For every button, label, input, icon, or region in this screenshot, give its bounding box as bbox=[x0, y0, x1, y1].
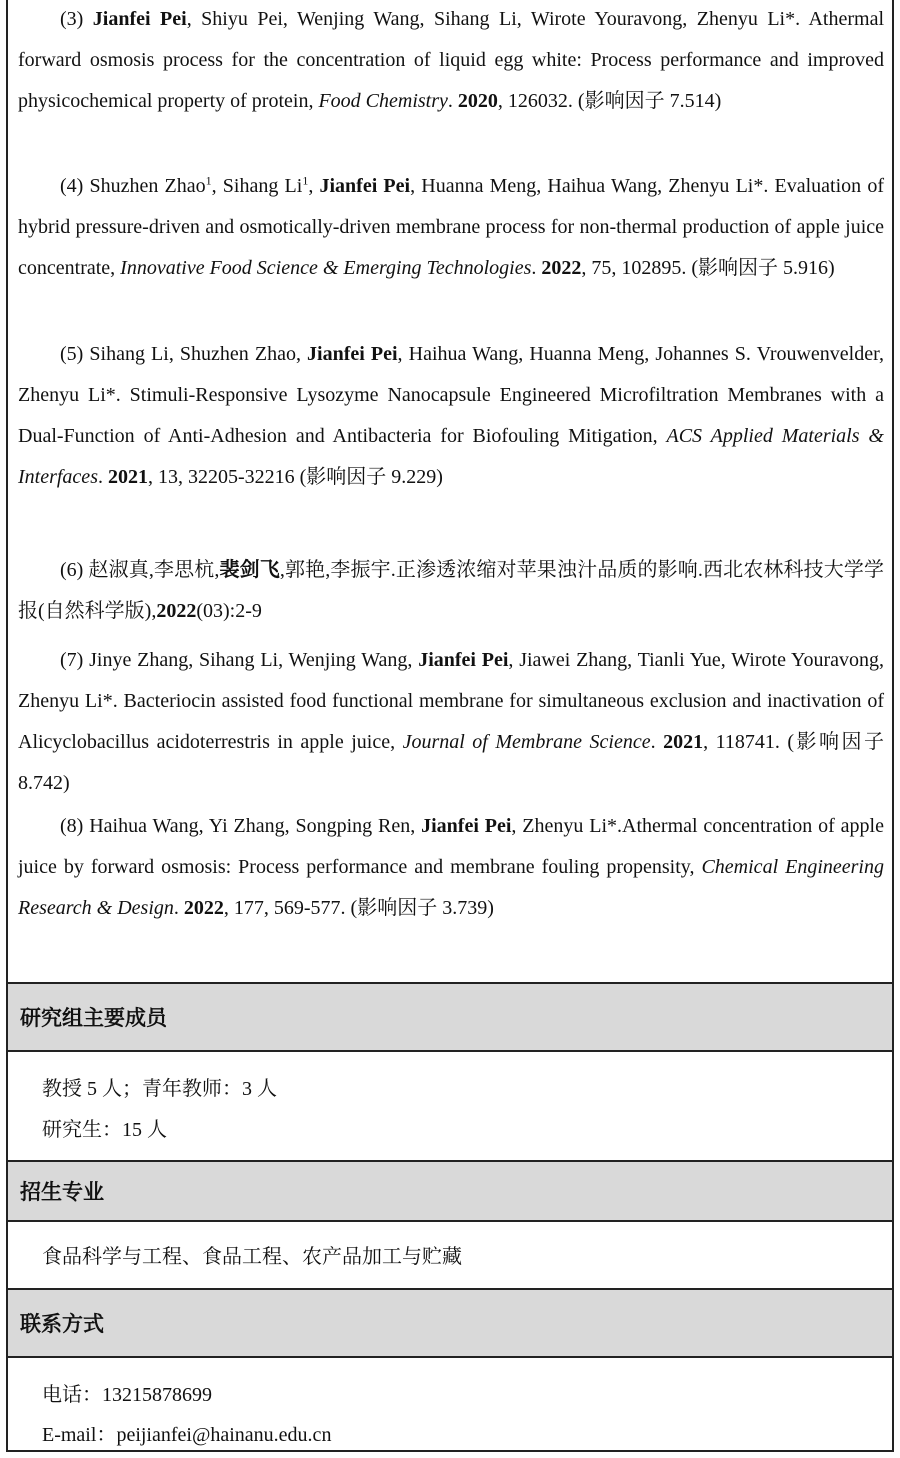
contact-section-body bbox=[42, 1358, 862, 1450]
members-faculty-count: 教授 5 人；青年教师：3 人 bbox=[42, 1078, 277, 1100]
pub-highlight-author: Jianfei Pei bbox=[418, 649, 509, 671]
phone-label: 电话： bbox=[42, 1384, 102, 1406]
members-section-body bbox=[42, 1052, 862, 1160]
pub-details: , 177, 569-577. (影响因子 3.739) bbox=[223, 897, 494, 919]
pub-journal: ACS Applied Materials & Interfaces bbox=[18, 425, 884, 488]
majors-section-header bbox=[8, 1160, 892, 1222]
pub-number: (6) bbox=[60, 559, 89, 581]
publication-item-7: (7) Jinye Zhang, Sihang Li, Wenjing Wang, Jianfei Pei, Jiawei Zhang, Tianli Yue, Wirote Youravong, Zhenyu Li*. Bacteriocin assisted food functional membrane for simultaneous exclusion and inactivation of Alicyclobacillus acidoterrestris in apple juice, Journal of Membrane Science. 2021, 118741. (影响因子 8.742) bbox=[18, 649, 884, 794]
pub-details: , 75, 102895. (影响因子 5.916) bbox=[581, 257, 835, 279]
pub-authors-title: ,郭艳,李振宇.正渗透浓缩对苹果浊汁品质的影响.西北农林科技大学学报(自然科学版), bbox=[18, 559, 884, 622]
pub-highlight-author: 裴剑飞 bbox=[219, 559, 280, 581]
info-table bbox=[6, 0, 894, 1452]
publication-item-3: (3) Jianfei Pei, Shiyu Pei, Wenjing Wang, Sihang Li, Wirote Youravong, Zhenyu Li*. Athermal forward osmosis process for the concentration of liquid egg white: Process performance and improved physicochemical property of protein, Food Chemistry. 2020, 126032. (影响因子 7.514) bbox=[18, 8, 885, 112]
pub-number: (8) bbox=[60, 815, 90, 837]
section-title: 招生专业 bbox=[20, 1180, 104, 1204]
contact-email bbox=[42, 1418, 331, 1447]
pub-details: , 13, 32205-32216 (影响因子 9.229) bbox=[147, 466, 443, 488]
members-section-header bbox=[8, 984, 892, 1052]
section-title: 研究组主要成员 bbox=[20, 1006, 167, 1030]
majors-section-body bbox=[42, 1222, 862, 1290]
members-student-count: 研究生：15 人 bbox=[42, 1119, 167, 1141]
contact-phone bbox=[42, 1378, 212, 1407]
pub-number: (5) bbox=[60, 343, 90, 365]
pub-highlight-author: Jianfei Pei bbox=[92, 8, 187, 30]
pub-authors-title: , Jiawei Zhang, Tianli Yue, Wirote Youravong, Zhenyu Li*. Bacteriocin assisted food functional membrane for simultaneous exclusion and inactivation of Alicyclobacillus acidoterrestris in apple juice, bbox=[18, 649, 884, 753]
pub-year: 2022 bbox=[541, 257, 582, 279]
pub-authors-title: , Haihua Wang, Huanna Meng, Johannes S. Vrouwenvelder, Zhenyu Li*. Stimuli-Responsive Lysozyme Nanocapsule Engineered Microfiltration Membranes with a Dual-Function of Anti-Adhesion and Antibacteria for Biofouling Mitigation, bbox=[18, 343, 884, 447]
email-label: E-mail： bbox=[42, 1424, 117, 1446]
section-title: 联系方式 bbox=[20, 1312, 104, 1336]
publication-item-4: (4) Shuzhen Zhao$^1$, Sihang Li$^1$, Jianfei Pei, Huanna Meng, Haihua Wang, Zhenyu Li*. Evaluation of hybrid pressure-driven and osmotically-driven membrane process for non-thermal production of apple juice concentrate, Innovative Food Science & Emerging Technologies. 2022, 75, 102895. (影响因子 5.916) bbox=[18, 173, 884, 279]
pub-authors-title: , Zhenyu Li*.Athermal concentration of apple juice by forward osmosis: Process performance and membrane fouling propensity, bbox=[18, 815, 884, 878]
pub-journal: Chemical Engineering Research & Design bbox=[18, 856, 884, 919]
publication-list bbox=[8, 0, 892, 984]
pub-number: (3) bbox=[60, 8, 93, 30]
pub-year: 2021 bbox=[107, 466, 148, 488]
pub-number: (7) bbox=[60, 649, 90, 671]
publication-item-6: (6) 赵淑真,李思杭,裴剑飞,郭艳,李振宇.正渗透浓缩对苹果浊汁品质的影响.西北农林科技大学学报(自然科学版),2022(03):2-9 bbox=[18, 559, 884, 622]
pub-number: (4) bbox=[60, 175, 90, 197]
pub-details: (03):2-9 bbox=[196, 600, 262, 622]
pub-journal: Journal of Membrane Science bbox=[402, 731, 651, 753]
pub-details: , 126032. (影响因子 7.514) bbox=[497, 90, 722, 112]
publication-item-8: (8) Haihua Wang, Yi Zhang, Songping Ren, Jianfei Pei, Zhenyu Li*.Athermal concentration of apple juice by forward osmosis: Process performance and membrane fouling propensity, Chemical Engineering Research & Design. 2022, 177, 569-577. (影响因子 3.739) bbox=[18, 815, 884, 919]
pub-journal: Food Chemistry bbox=[318, 90, 448, 112]
majors-list: 食品科学与工程、食品工程、农产品加工与贮藏 bbox=[42, 1246, 462, 1268]
pub-year: 2020 bbox=[457, 90, 498, 112]
publication-item-5: (5) Sihang Li, Shuzhen Zhao, Jianfei Pei, Haihua Wang, Huanna Meng, Johannes S. Vrouwenvelder, Zhenyu Li*. Stimuli-Responsive Lysozyme Nanocapsule Engineered Microfiltration Membranes with a Dual-Function of Anti-Adhesion and Antibacteria for Biofouling Mitigation, ACS Applied Materials & Interfaces. 2021, 13, 32205-32216 (影响因子 9.229) bbox=[18, 343, 884, 488]
pub-authors-title: , Huanna Meng, Haihua Wang, Zhenyu Li*. Evaluation of hybrid pressure-driven and osmotically-driven membrane process for non-thermal production of apple juice concentrate, bbox=[18, 175, 884, 279]
email-address[interactable]: peijianfei@hainanu.edu.cn bbox=[116, 1424, 332, 1446]
pub-highlight-author: Jianfei Pei bbox=[307, 343, 398, 365]
pub-year: 2022 bbox=[183, 897, 224, 919]
pub-year: 2021 bbox=[663, 731, 704, 753]
pub-year: 2022 bbox=[156, 600, 197, 622]
phone-number: 13215878699 bbox=[102, 1384, 212, 1406]
pub-journal: Innovative Food Science & Emerging Technologies bbox=[120, 257, 532, 279]
pub-authors-title: , Shiyu Pei, Wenjing Wang, Sihang Li, Wirote Youravong, Zhenyu Li*. Athermal forward osmosis process for the concentration of liquid egg white: Process performance and improved physicochemical property of protein, bbox=[18, 8, 885, 112]
pub-highlight-author: Jianfei Pei bbox=[421, 815, 512, 837]
contact-section-header bbox=[8, 1288, 892, 1358]
pub-highlight-author: Jianfei Pei bbox=[319, 175, 411, 197]
pub-details: , 118741. (影响因子 8.742) bbox=[18, 731, 884, 794]
